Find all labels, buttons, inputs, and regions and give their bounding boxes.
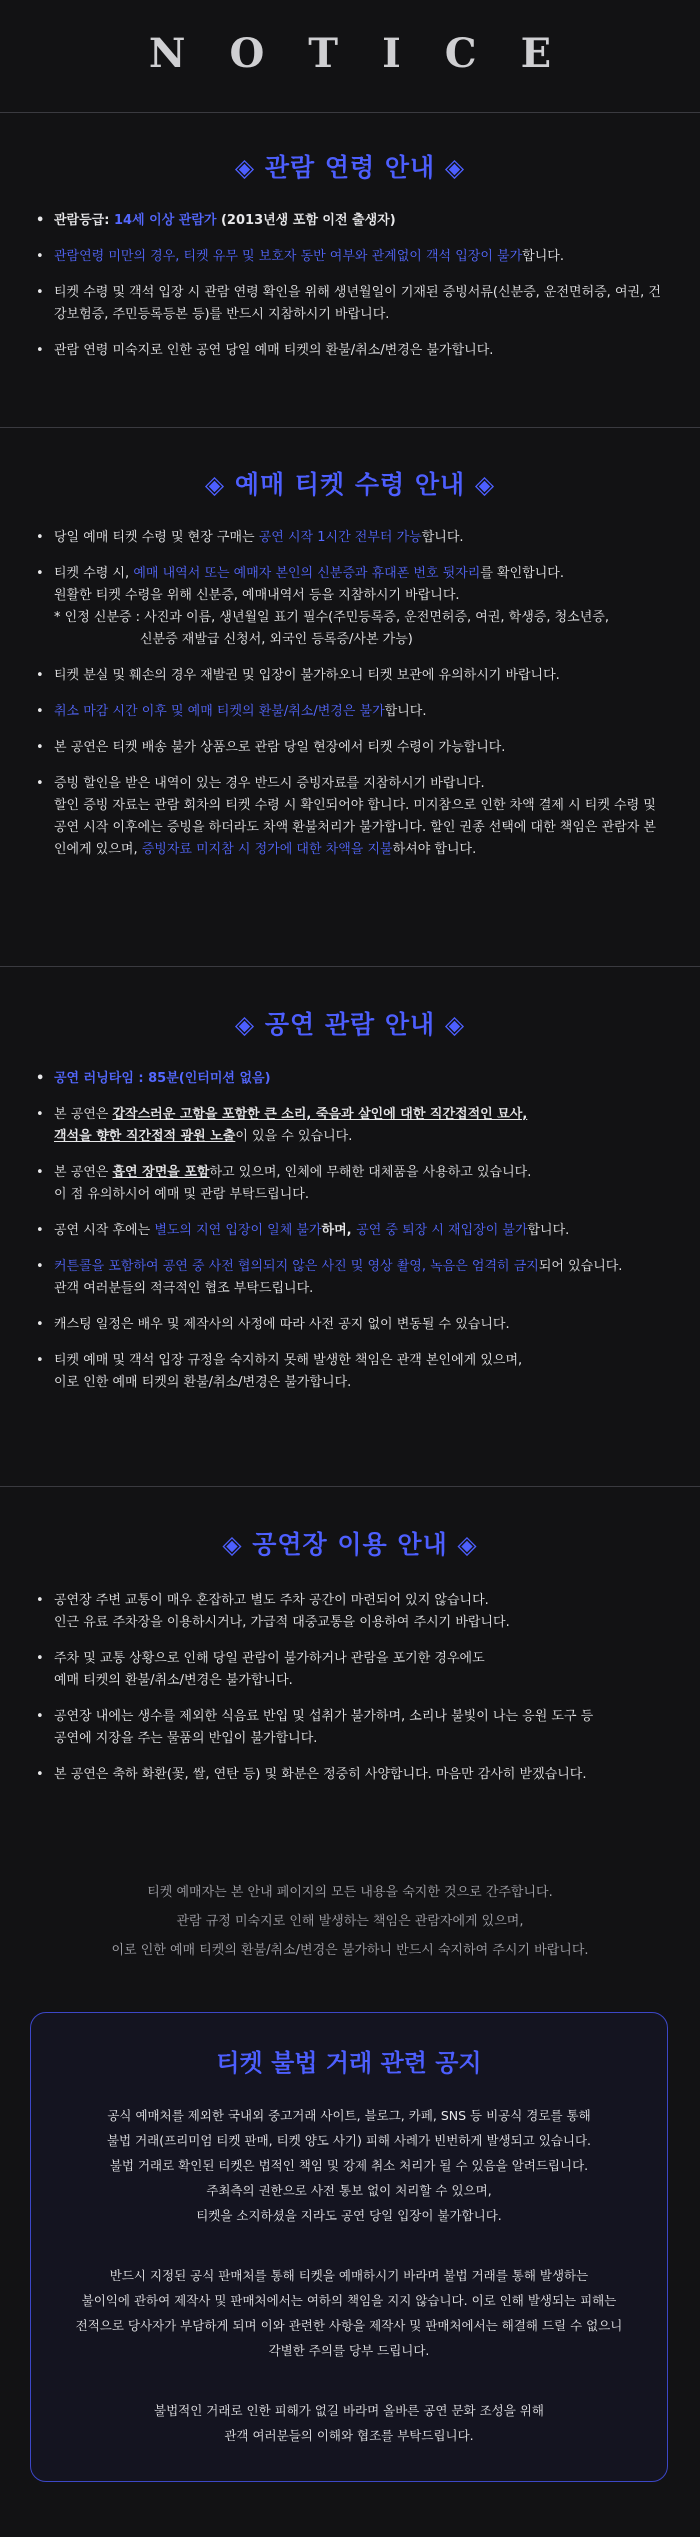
list-item: • 주차 및 교통 상황으로 인해 당일 관람이 불가하거나 관람을 포기한 경우에도 예매 티켓의 환불/취소/변경은 불가합니다. <box>34 1648 664 1692</box>
page-title: NOTICE <box>148 30 596 77</box>
list-item: • 티켓 수령 및 객석 입장 시 관람 연령 확인을 위해 생년월일이 기재된 증빙서류(신분증, 운전면허증, 여권, 건강보험증, 주민등록등본 등)를 반드시 지참하시기 바랍니다. <box>34 282 664 326</box>
divider <box>0 112 700 113</box>
list-item: • 티켓 수령 시, 예매 내역서 또는 예매자 본인의 신분증과 휴대폰 번호 뒷자리를 확인합니다. 원활한 티켓 수령을 위해 신분증, 예매내역서 등을 지참하시기 바랍니다. * 인정 신분증 : 사진과 이름, 생년월일 표기 필수(주민등록증, 운전면허증, 여권, 학생증, 청소년증, 신분증 재발급 신청서, 외국인 등록증/사본 가능) <box>34 563 664 651</box>
list-item: • 공연 시작 후에는 별도의 지연 입장이 일체 불가하며, 공연 중 퇴장 시 재입장이 불가합니다. <box>34 1220 664 1242</box>
list-item: • 티켓 예매 및 객석 입장 규정을 숙지하지 못해 발생한 책임은 관객 본인에게 있으며, 이로 인한 예매 티켓의 환불/취소/변경은 불가합니다. <box>34 1350 664 1394</box>
list-item: • 캐스팅 일정은 배우 및 제작사의 사정에 따라 사전 공지 없이 변동될 수 있습니다. <box>34 1314 664 1336</box>
list-item: • 공연 러닝타임 : 85분(인터미션 없음) <box>34 1068 664 1090</box>
list-item: • 공연장 내에는 생수를 제외한 식음료 반입 및 섭취가 불가하며, 소리나 불빛이 나는 응원 도구 등 공연에 지장을 주는 물품의 반입이 불가합니다. <box>34 1706 664 1750</box>
divider <box>0 1486 700 1487</box>
list-item: • 관람 연령 미숙지로 인한 공연 당일 예매 티켓의 환불/취소/변경은 불가합니다. <box>34 340 664 362</box>
section-title-venue: ◈ 공연장 이용 안내 ◈ <box>222 1530 478 1559</box>
divider <box>0 966 700 967</box>
venue-list <box>34 1590 664 1800</box>
illegal-trade-notice-box <box>30 2012 668 2482</box>
acknowledgement-note: 티켓 예매자는 본 안내 페이지의 모든 내용을 숙지한 것으로 간주합니다. 관람 규정 미숙지로 인해 발생하는 책임은 관람자에게 있으며, 이로 인한 예매 티켓의 환불/취소/변경은 불가하니 반드시 숙지하여 주시기 바랍니다. <box>111 1885 589 1958</box>
list-item: • 본 공연은 흡연 장면을 포함하고 있으며, 인체에 무해한 대체품을 사용하고 있습니다. 이 점 유의하시어 예매 및 관람 부탁드립니다. <box>34 1162 664 1206</box>
box-paragraph: 불법적인 거래로 인한 피해가 없길 바라며 올바른 공연 문화 조성을 위해 관객 여러분들의 이해와 협조를 부탁드립니다. <box>154 2403 544 2443</box>
section-title-show: ◈ 공연 관람 안내 ◈ <box>234 1010 466 1039</box>
show-list <box>34 1068 664 1408</box>
list-item: • 공연장 주변 교통이 매우 혼잡하고 별도 주차 공간이 마련되어 있지 않습니다. 인근 유료 주차장을 이용하시거나, 가급적 대중교통을 이용하여 주시기 바랍니다. <box>34 1590 664 1634</box>
box-title: 티켓 불법 거래 관련 공지 <box>216 2049 482 2077</box>
list-item: • 관람등급: 14세 이상 관람가 (2013년생 포함 이전 출생자) <box>34 210 664 232</box>
list-item: • 티켓 분실 및 훼손의 경우 재발권 및 입장이 불가하오니 티켓 보관에 유의하시기 바랍니다. <box>34 665 664 687</box>
section-title-ticket: ◈ 예매 티켓 수령 안내 ◈ <box>204 470 496 499</box>
list-item: • 본 공연은 축하 화환(꽃, 쌀, 연탄 등) 및 화분은 정중히 사양합니다. 마음만 감사히 받겠습니다. <box>34 1764 664 1786</box>
list-item: • 관람연령 미만의 경우, 티켓 유무 및 보호자 동반 여부와 관계없이 객석 입장이 불가합니다. <box>34 246 664 268</box>
list-item: • 취소 마감 시간 이후 및 예매 티켓의 환불/취소/변경은 불가합니다. <box>34 701 664 723</box>
list-item: • 커튼콜을 포함하여 공연 중 사전 협의되지 않은 사진 및 영상 촬영, 녹음은 엄격히 금지되어 있습니다. 관객 여러분들의 적극적인 협조 부탁드립니다. <box>34 1256 664 1300</box>
list-item: • 당일 예매 티켓 수령 및 현장 구매는 공연 시작 1시간 전부터 가능합니다. <box>34 527 664 549</box>
box-paragraph: 공식 예매처를 제외한 국내외 중고거래 사이트, 블로그, 카페, SNS 등 비공식 경로를 통해 불법 거래(프리미엄 티켓 판매, 티켓 양도 사기) 피해 사례가 빈번하게 발생되고 있습니다. 불법 거래로 확인된 티켓은 법적인 책임 및 강제 취소 처리가 될 수 있음을 알려드립니다. 주최측의 권한으로 사전 통보 없이 처리할 수 있으며, 티켓을 소지하셨을 지라도 공연 당일 입장이 불가합니다. <box>106 2108 592 2223</box>
divider <box>0 427 700 428</box>
list-item: • 본 공연은 갑작스러운 고함을 포함한 큰 소리, 죽음과 살인에 대한 직간접적인 묘사, 객석을 향한 직간접적 광원 노출이 있을 수 있습니다. <box>34 1104 664 1148</box>
ticket-list <box>34 527 664 875</box>
list-item: • 증빙 할인을 받은 내역이 있는 경우 반드시 증빙자료를 지참하시기 바랍니다. 할인 증빙 자료는 관람 회차의 티켓 수령 시 확인되어야 합니다. 미지참으로 인한 차액 결제 시 티켓 수령 및 공연 시작 이후에는 증빙을 하더라도 차액 환불처리가 불가합니다. 할인 권종 선택에 대한 책임은 관람자 본인에게 있으며, 증빙자료 미지참 시 정가에 대한 차액을 지불하셔야 합니다. <box>34 773 664 861</box>
box-paragraph: 반드시 지정된 공식 판매처를 통해 티켓을 예매하시기 바라며 불법 거래를 통해 발생하는 불이익에 관하여 제작사 및 판매처에서는 여하의 책임을 지지 않습니다. 이로 인해 발생되는 피해는 전적으로 당사자가 부담하게 되며 이와 관련한 사항을 제작사 및 판매처에서는 해결해 드릴 수 없으니 각별한 주의를 당부 드립니다. <box>75 2268 623 2358</box>
age-list <box>34 210 664 376</box>
section-title-age: ◈ 관람 연령 안내 ◈ <box>234 153 466 182</box>
list-item: • 본 공연은 티켓 배송 불가 상품으로 관람 당일 현장에서 티켓 수령이 가능합니다. <box>34 737 664 759</box>
